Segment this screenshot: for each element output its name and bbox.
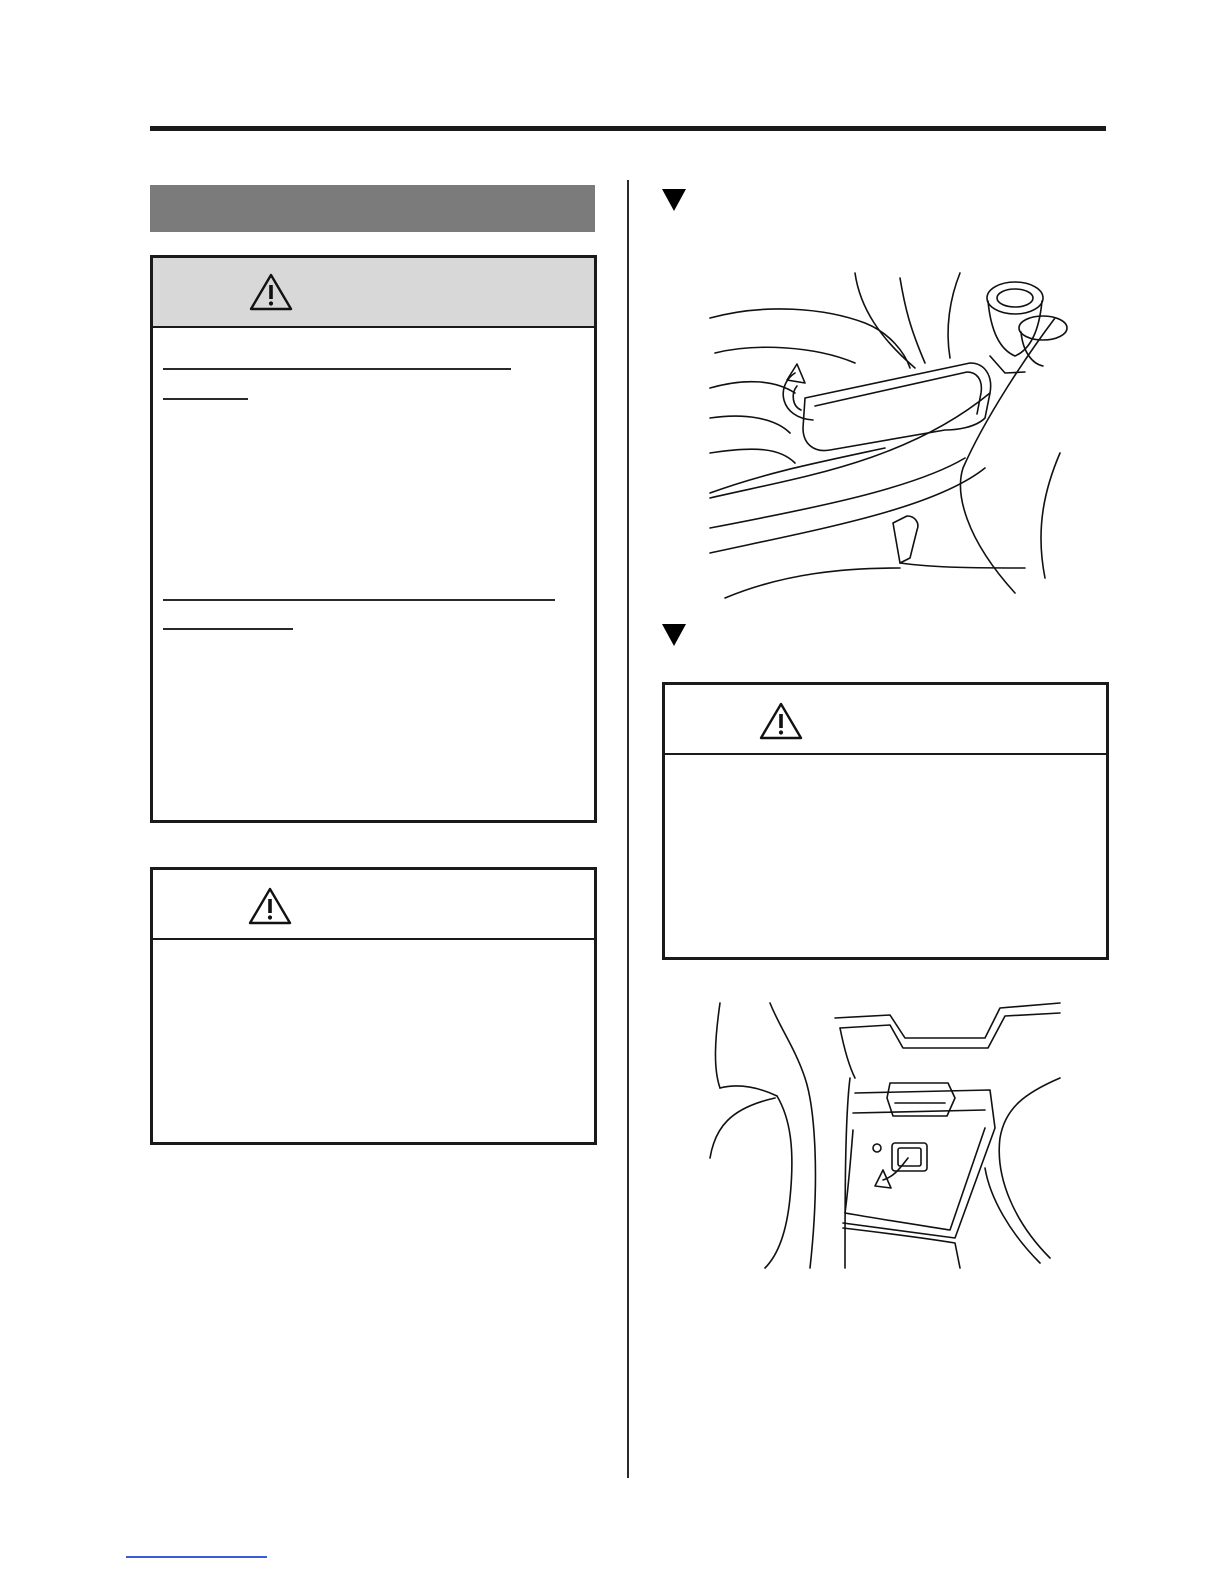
underline-rule (163, 599, 555, 601)
top-rule (150, 126, 1106, 131)
underline-rule (163, 628, 293, 630)
down-triangle-marker-icon (662, 624, 686, 646)
warning-triangle-icon (247, 886, 293, 926)
section-header-bar (150, 185, 595, 232)
column-divider (627, 180, 629, 1478)
warning-box-2-header (153, 870, 594, 940)
down-triangle-marker-icon (662, 189, 686, 211)
warning-box-1-header (153, 258, 594, 328)
console-lock-illustration (705, 998, 1065, 1273)
warning-box-1 (150, 255, 597, 823)
warning-box-3 (662, 682, 1109, 960)
underline-rule (163, 368, 511, 370)
console-lid-illustration (705, 268, 1065, 598)
warning-triangle-icon (248, 272, 294, 312)
warning-triangle-icon (758, 701, 804, 741)
footer-link-underline[interactable] (126, 1556, 267, 1558)
underline-rule (163, 398, 248, 400)
warning-box-2 (150, 867, 597, 1145)
warning-box-3-header (665, 685, 1106, 755)
